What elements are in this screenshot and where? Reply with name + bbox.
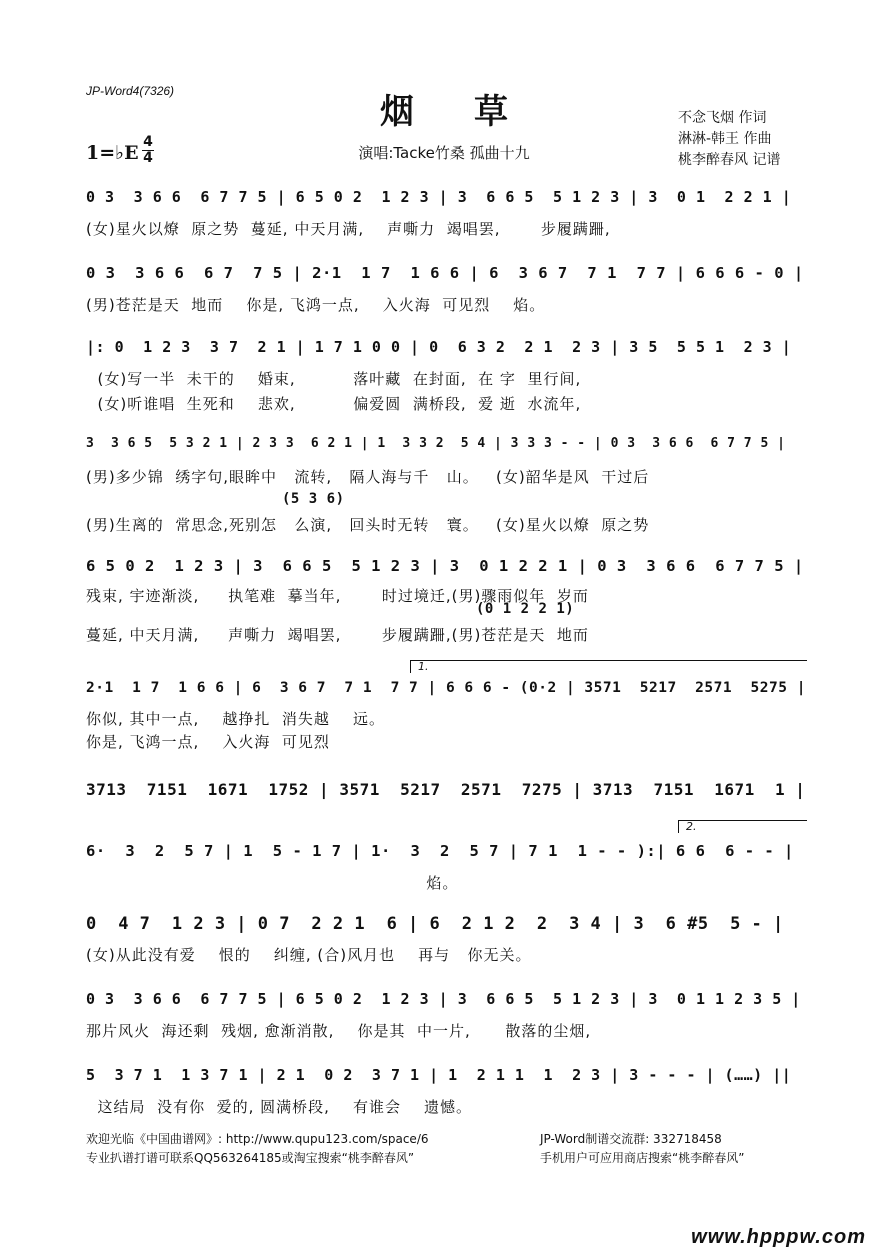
second-ending-label: 2. xyxy=(686,820,697,833)
lyric-line-6a: 你似, 其中一点, 越挣扎 消失越 远。 xyxy=(86,710,385,728)
lyric-line-5b: 蔓延, 中天月满, 声嘶力 竭唱罢, 步履蹒跚,(男)苍茫是天 地而 xyxy=(86,626,589,644)
lyric-line-11: 这结局 没有你 爱的, 圆满桥段, 有谁会 遗憾。 xyxy=(86,1098,473,1116)
notation-line-6: 2·1 1 7 1 6 6 | 6 3 6 7 7 1 7 7 | 6 6 6 - (0·2 | 3571 5217 2571 5275 | xyxy=(86,680,806,696)
site-watermark: www.hpppw.com xyxy=(691,1226,866,1248)
notation-line-3: |: 0 1 2 3 3 7 2 1 | 1 7 1 0 0 | 0 6 3 2 2 1 2 3 | 3 5 5 5 1 2 3 | xyxy=(86,338,792,356)
footer-right xyxy=(540,1130,744,1168)
song-title: 烟草 xyxy=(380,92,568,132)
lyric-line-2: (男)苍茫是天 地而 你是, 飞鸿一点, 入火海 可见烈 焰。 xyxy=(86,296,546,314)
variant-notes-5: (0 1 2 2 1) xyxy=(476,601,575,617)
first-ending-bracket xyxy=(410,660,807,673)
notation-line-4: 3 3 6 5 5 3 2 1 | 2 3 3 6 2 1 | 1 3 3 2 5 4 | 3 3 3 - - | 0 3 3 6 6 6 7 7 5 | xyxy=(86,436,786,451)
lyric-line-6b: 你是, 飞鸿一点, 入火海 可见烈 xyxy=(86,733,330,751)
notation-line-8: 6· 3 2 5 7 | 1 5 - 1 7 | 1· 3 2 5 7 | 7 1 1 - - ):| 6 6 6 - - | xyxy=(86,842,794,860)
lyric-line-4b: (男)生离的 常思念,死别怎 么演, 回头时无转 寰。 (女)星火以燎 原之势 xyxy=(86,516,650,534)
variant-notes-4: (5 3 6) xyxy=(282,491,345,507)
footer-left xyxy=(86,1130,429,1168)
footer-contact: 专业扒谱打谱可联系QQ563264185或淘宝搜索“桃李醉春风” xyxy=(86,1151,415,1165)
first-ending-label: 1. xyxy=(418,660,429,673)
second-ending-bracket xyxy=(678,820,807,833)
notation-line-1: 0 3 3 6 6 6 7 7 5 | 6 5 0 2 1 2 3 | 3 6 6 5 5 1 2 3 | 3 0 1 2 2 1 | xyxy=(86,188,792,206)
footer-website: 欢迎光临《中国曲谱网》: http://www.qupu123.com/space/6 xyxy=(86,1132,429,1146)
footer-group: JP-Word制谱交流群: 332718458 xyxy=(540,1132,722,1146)
transcriber-credit: 桃李醉春风 记谱 xyxy=(678,152,781,168)
notation-line-9: 0 4 7 1 2 3 | 0 7 2 2 1 6 | 6 2 1 2 2 3 4 | 3 6 #5 5 - | xyxy=(86,914,784,934)
lyric-line-5a: 残束, 宇迹渐淡, 执笔难 摹当年, 时过境迁,(男)骤雨似年 岁而 xyxy=(86,587,589,605)
lyric-line-3b: (女)听谁唱 生死和 悲欢, 偏爱圆 满桥段, 爱 逝 水流年, xyxy=(86,395,582,413)
notation-line-5: 6 5 0 2 1 2 3 | 3 6 6 5 5 1 2 3 | 3 0 1 2 2 1 | 0 3 3 6 6 6 7 7 5 | xyxy=(86,557,804,575)
lyric-line-3a: (女)写一半 未干的 婚束, 落叶藏 在封面, 在 字 里行间, xyxy=(86,370,582,388)
lyricist-credit: 不念飞烟 作词 xyxy=(678,110,767,126)
time-signature-bottom: 4 xyxy=(143,150,153,166)
composer-credit: 淋淋-韩王 作曲 xyxy=(678,131,772,147)
notation-line-7: 3713 7151 1671 1752 | 3571 5217 2571 7275 | 3713 7151 1671 1 | xyxy=(86,780,806,799)
notation-line-11: 5 3 7 1 1 3 7 1 | 2 1 0 2 3 7 1 | 1 2 1 1 1 2 3 | 3 - - - | (……) || xyxy=(86,1066,792,1084)
lyric-line-10: 那片风火 海还剩 残烟, 愈渐消散, 你是其 中一片, 散落的尘烟, xyxy=(86,1022,592,1040)
credits xyxy=(678,108,780,171)
notation-line-10: 0 3 3 6 6 6 7 7 5 | 6 5 0 2 1 2 3 | 3 6 6 5 5 1 2 3 | 3 0 1 1 2 3 5 | xyxy=(86,990,801,1008)
performer-line: 演唱:Tacke竹桑 孤曲十九 xyxy=(358,144,530,162)
score-id: JP-Word4(7326) xyxy=(86,84,175,98)
time-signature-top: 4 xyxy=(143,134,153,150)
lyric-line-8: 焰。 xyxy=(86,874,459,892)
lyric-line-4a: (男)多少锦 绣字句,眼眸中 流转, 隔人海与千 山。 (女)韶华是风 干过后 xyxy=(86,468,650,486)
lyric-line-9: (女)从此没有爱 恨的 纠缠, (合)风月也 再与 你无关。 xyxy=(86,946,532,964)
notation-line-2: 0 3 3 6 6 6 7 7 5 | 2·1 1 7 1 6 6 | 6 3 6 7 7 1 7 7 | 6 6 6 - 0 | xyxy=(86,264,804,282)
lyric-line-1: (女)星火以燎 原之势 蔓延, 中天月满, 声嘶力 竭唱罢, 步履蹒跚, xyxy=(86,220,611,238)
key-signature: 1=♭E xyxy=(86,142,139,164)
footer-mobile: 手机用户可应用商店搜索“桃李醉春风” xyxy=(540,1151,745,1165)
